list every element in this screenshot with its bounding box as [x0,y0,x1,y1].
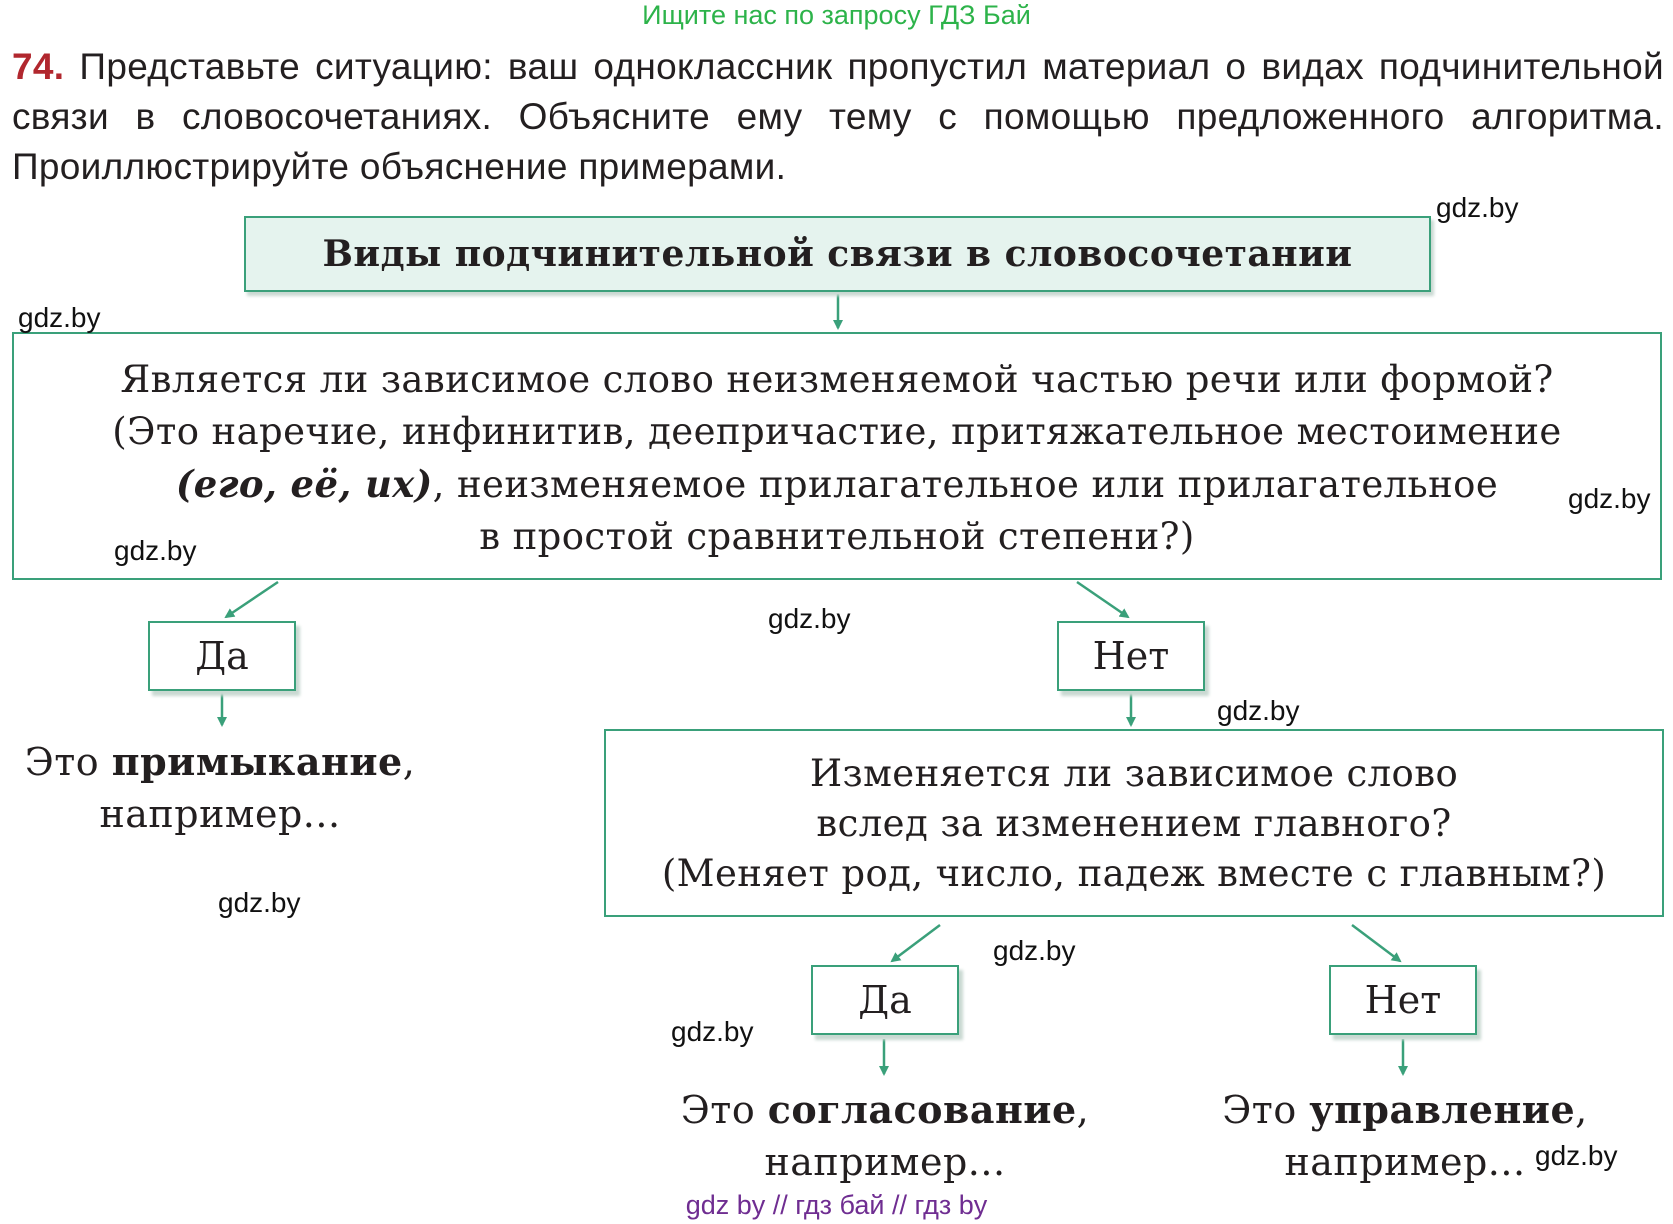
q2-no-box [1329,965,1477,1035]
result-agreement-prefix: Это [680,1088,768,1132]
watermark: gdz.by [671,1016,754,1047]
diagram-title-box [244,216,1431,292]
watermark: gdz.by [114,535,197,566]
result-adjoining-term: примыкание [111,739,403,784]
watermark: gdz.by [1535,1140,1618,1171]
q1-no-box [1057,621,1205,691]
watermark: gdz.by [18,302,101,333]
result-adjoining-suffix: , [402,740,416,784]
footer-links: gdz by // гдз бай // гдз by [685,1190,988,1220]
diagram-title: Виды подчинительной связи в словосочетании [322,233,1353,275]
task-number: 74. [12,46,65,87]
search-hint-banner: Ищите нас по запросу ГДЗ Бай [642,0,1031,30]
result-adjoining-prefix: Это [24,740,112,784]
watermark: gdz.by [1568,483,1651,514]
question1-line3-rest: , неизменяемое прилагательное или прилагательное [432,463,1499,506]
question2-line1: Изменяется ли зависимое слово [809,752,1459,795]
watermark: gdz.by [768,603,851,634]
result-government-example: например... [1284,1140,1526,1184]
arrow-q2-to-yes [892,925,940,961]
result-adjoining [20,736,420,840]
question1-line2: (Это наречие, инфинитив, деепричастие, притяжательное местоимение [112,410,1562,453]
arrow-q1-to-no [1077,582,1128,617]
result-government-prefix: Это [1222,1088,1310,1132]
result-agreement-suffix: , [1076,1088,1090,1132]
question2-line2: вслед за изменением главного? [816,802,1452,845]
question2-box [604,729,1664,917]
result-adjoining-example: например... [99,792,341,836]
q1-yes-label: Да [195,634,249,678]
question1-line3 [14,458,1660,511]
watermark: gdz.by [993,935,1076,966]
q2-yes-label: Да [858,978,912,1022]
watermark: gdz.by [218,887,301,918]
result-government [1180,1084,1630,1188]
q1-no-label: Нет [1092,634,1170,678]
q1-yes-box [148,621,296,691]
question1-line1: Является ли зависимое слово неизменяемой частью речи или формой? [120,358,1554,401]
q2-yes-box [811,965,959,1035]
question2-line3: (Меняет род, число, падеж вместе с главным?) [661,852,1607,895]
question1-line4: в простой сравнительной степени?) [479,515,1195,558]
arrow-q2-to-no [1352,925,1400,961]
question1-box [12,332,1662,580]
watermark: gdz.by [1436,192,1519,223]
result-agreement-example: например... [764,1140,1006,1184]
result-agreement [660,1084,1110,1188]
task-text: Представьте ситуацию: ваш одноклассник пропустил материал о видах подчинительной связи в словосочетаниях. Объясните ему тему с помощью предложенного алгоритма. Проиллюстрируйте объяснение примерами. [12,46,1664,187]
watermark: gdz.by [1217,695,1300,726]
result-government-term: управление [1309,1087,1576,1132]
result-government-suffix: , [1575,1088,1588,1132]
arrow-q1-to-yes [226,582,278,617]
q2-no-label: Нет [1364,978,1442,1022]
result-agreement-term: согласование [767,1087,1077,1132]
question1-pronouns: (его, её, их) [175,462,433,506]
